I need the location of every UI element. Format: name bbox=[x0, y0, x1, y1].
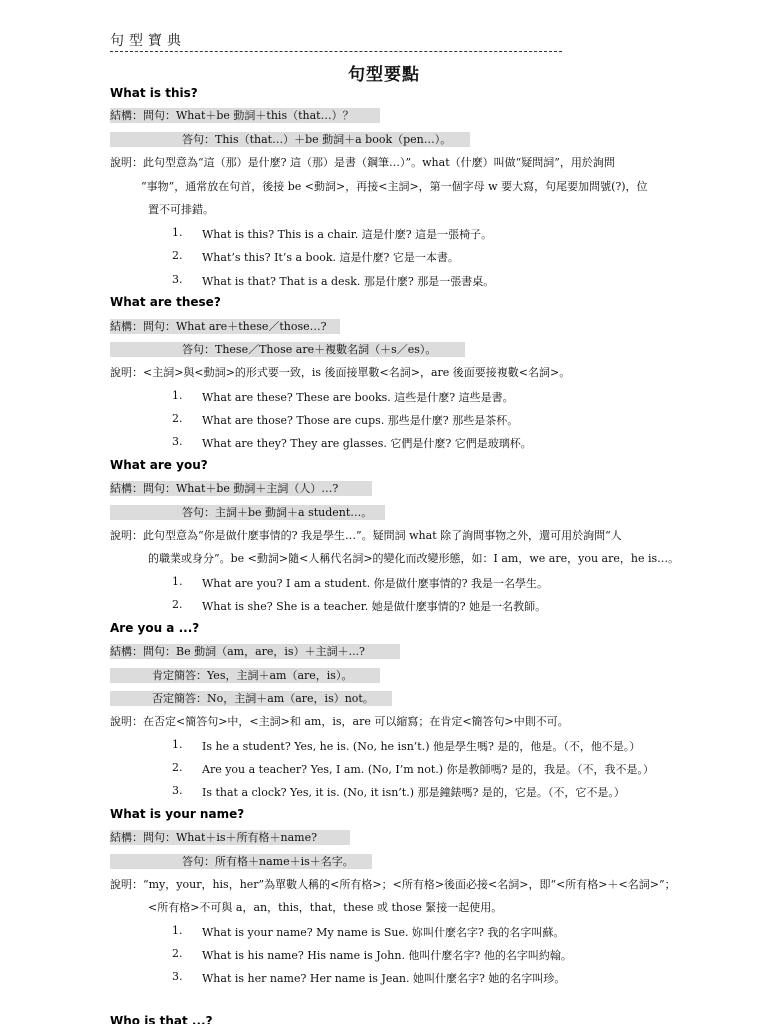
answer-line: 答句：This（that…）＋be 動詞＋a book（pen…）。 bbox=[110, 132, 470, 147]
example-sentence: Are you a teacher? Yes, I am. (No, I’m not.) 你是教師嗎? 是的，我是。（不，我不是。） bbox=[202, 763, 654, 776]
example-number: 3. bbox=[172, 970, 183, 983]
example-sentence: What is she? She is a teacher. 她是做什麼事情的? 她是一名教師。 bbox=[202, 600, 547, 613]
affirmative-answer-line: 肯定簡答：Yes，主詞＋am（are，is）。 bbox=[110, 668, 380, 683]
example-number: 2. bbox=[172, 761, 183, 774]
example-number: 3. bbox=[172, 435, 183, 448]
example-sentence: What are these? These are books. 這些是什麼? 這些是書。 bbox=[202, 391, 514, 404]
structure-line: 結構：問句：Be 動詞（am，are，is）＋主詞＋...? bbox=[110, 644, 400, 659]
example-sentence: What are you? I am a student. 你是做什麼事情的? 我是一名學生。 bbox=[202, 577, 548, 590]
page-header: 句型寶典 bbox=[110, 30, 562, 52]
answer-line: 答句：所有格＋name＋is＋名字。 bbox=[110, 854, 372, 869]
note-line: 的職業或身分”。be <動詞>隨<人稱代名詞>的變化而改變形態，如：I am，we are，you are，he is…。 bbox=[148, 552, 680, 565]
example-sentence: What is your name? My name is Sue. 妳叫什麼名字? 我的名字叫蘇。 bbox=[202, 926, 565, 939]
example-sentence: What are those? Those are cups. 那些是什麼? 那些是茶杯。 bbox=[202, 414, 519, 427]
negative-answer-line: 否定簡答：No，主詞＋am（are，is）not。 bbox=[110, 691, 392, 706]
note-line: 說明：此句型意為“你是做什麼事情的? 我是學生…”。疑問詞 what 除了詢問事物之外，還可用於詢問“人 bbox=[110, 529, 622, 542]
page-title: 句型要點 bbox=[348, 65, 420, 85]
example-number: 2. bbox=[172, 598, 183, 611]
note-line: 置不可排錯。 bbox=[148, 203, 214, 216]
example-number: 1. bbox=[172, 738, 183, 751]
note-line: 說明：<主詞>與<動詞>的形式要一致，is 後面接單數<名詞>，are 後面要接複數<名詞>。 bbox=[110, 366, 571, 379]
example-number: 1. bbox=[172, 924, 183, 937]
answer-line: 答句：These／Those are＋複數名詞（＋s／es）。 bbox=[110, 342, 465, 357]
note-line: 說明：在否定<簡答句>中，<主詞>和 am，is，are 可以縮寫；在肯定<簡答句>中則不可。 bbox=[110, 715, 569, 728]
example-sentence: What is her name? Her name is Jean. 她叫什麼名字? 她的名字叫珍。 bbox=[202, 972, 566, 985]
example-sentence: What are they? They are glasses. 它們是什麼? 它們是玻璃杯。 bbox=[202, 437, 532, 450]
example-number: 2. bbox=[172, 249, 183, 262]
example-sentence: What’s this? It’s a book. 這是什麼? 它是一本書。 bbox=[202, 251, 459, 264]
structure-line: 結構：問句：What are＋these／those…? bbox=[110, 319, 340, 334]
section-heading: What are you? bbox=[110, 458, 208, 472]
section-heading: Are you a ...? bbox=[110, 621, 200, 635]
section-heading: What is this? bbox=[110, 86, 198, 100]
example-number: 2. bbox=[172, 947, 183, 960]
example-number: 2. bbox=[172, 412, 183, 425]
section-heading: What are these? bbox=[110, 295, 221, 309]
note-line: 說明：“my，your，his，her”為單數人稱的<所有格>；<所有格>後面必接<名詞>，即“<所有格>＋<名詞>”； bbox=[110, 878, 676, 891]
example-sentence: Is he a student? Yes, he is. (No, he isn’t.) 他是學生嗎? 是的，他是。（不，他不是。） bbox=[202, 740, 641, 753]
example-sentence: What is his name? His name is John. 他叫什麼名字? 他的名字叫約翰。 bbox=[202, 949, 572, 962]
example-number: 3. bbox=[172, 784, 183, 797]
structure-line: 結構：問句：What＋be 動詞＋this（that…）？ bbox=[110, 108, 380, 123]
example-number: 1. bbox=[172, 575, 183, 588]
example-sentence: What is that? That is a desk. 那是什麼? 那是一張書桌。 bbox=[202, 275, 495, 288]
section-heading: What is your name? bbox=[110, 807, 245, 821]
note-line: <所有格>不可與 a，an，this，that，these 或 those 緊接一起使用。 bbox=[148, 901, 503, 914]
structure-line: 結構：問句：What＋is＋所有格＋name? bbox=[110, 830, 350, 845]
example-number: 1. bbox=[172, 389, 183, 402]
section-heading: Who is that ...? bbox=[110, 1014, 213, 1024]
example-number: 3. bbox=[172, 273, 183, 286]
structure-line: 結構：問句：What＋be 動詞＋主詞（人）…? bbox=[110, 481, 372, 496]
answer-line: 答句：主詞＋be 動詞＋a student…。 bbox=[110, 505, 385, 520]
note-line: 說明：此句型意為“這（那）是什麼? 這（那）是書（鋼筆…）”。what（什麼）叫做“疑問詞”，用於詢問 bbox=[110, 156, 615, 169]
example-sentence: What is this? This is a chair. 這是什麼? 這是一張椅子。 bbox=[202, 228, 493, 241]
example-sentence: Is that a clock? Yes, it is. (No, it isn’t.) 那是鐘錶嗎? 是的，它是。（不，它不是。） bbox=[202, 786, 625, 799]
example-number: 1. bbox=[172, 226, 183, 239]
note-line: “事物”，通常放在句首，後接 be <動詞>，再接<主詞>，第一個字母 w 要大寫，句尾要加問號(?)，位 bbox=[141, 180, 648, 193]
